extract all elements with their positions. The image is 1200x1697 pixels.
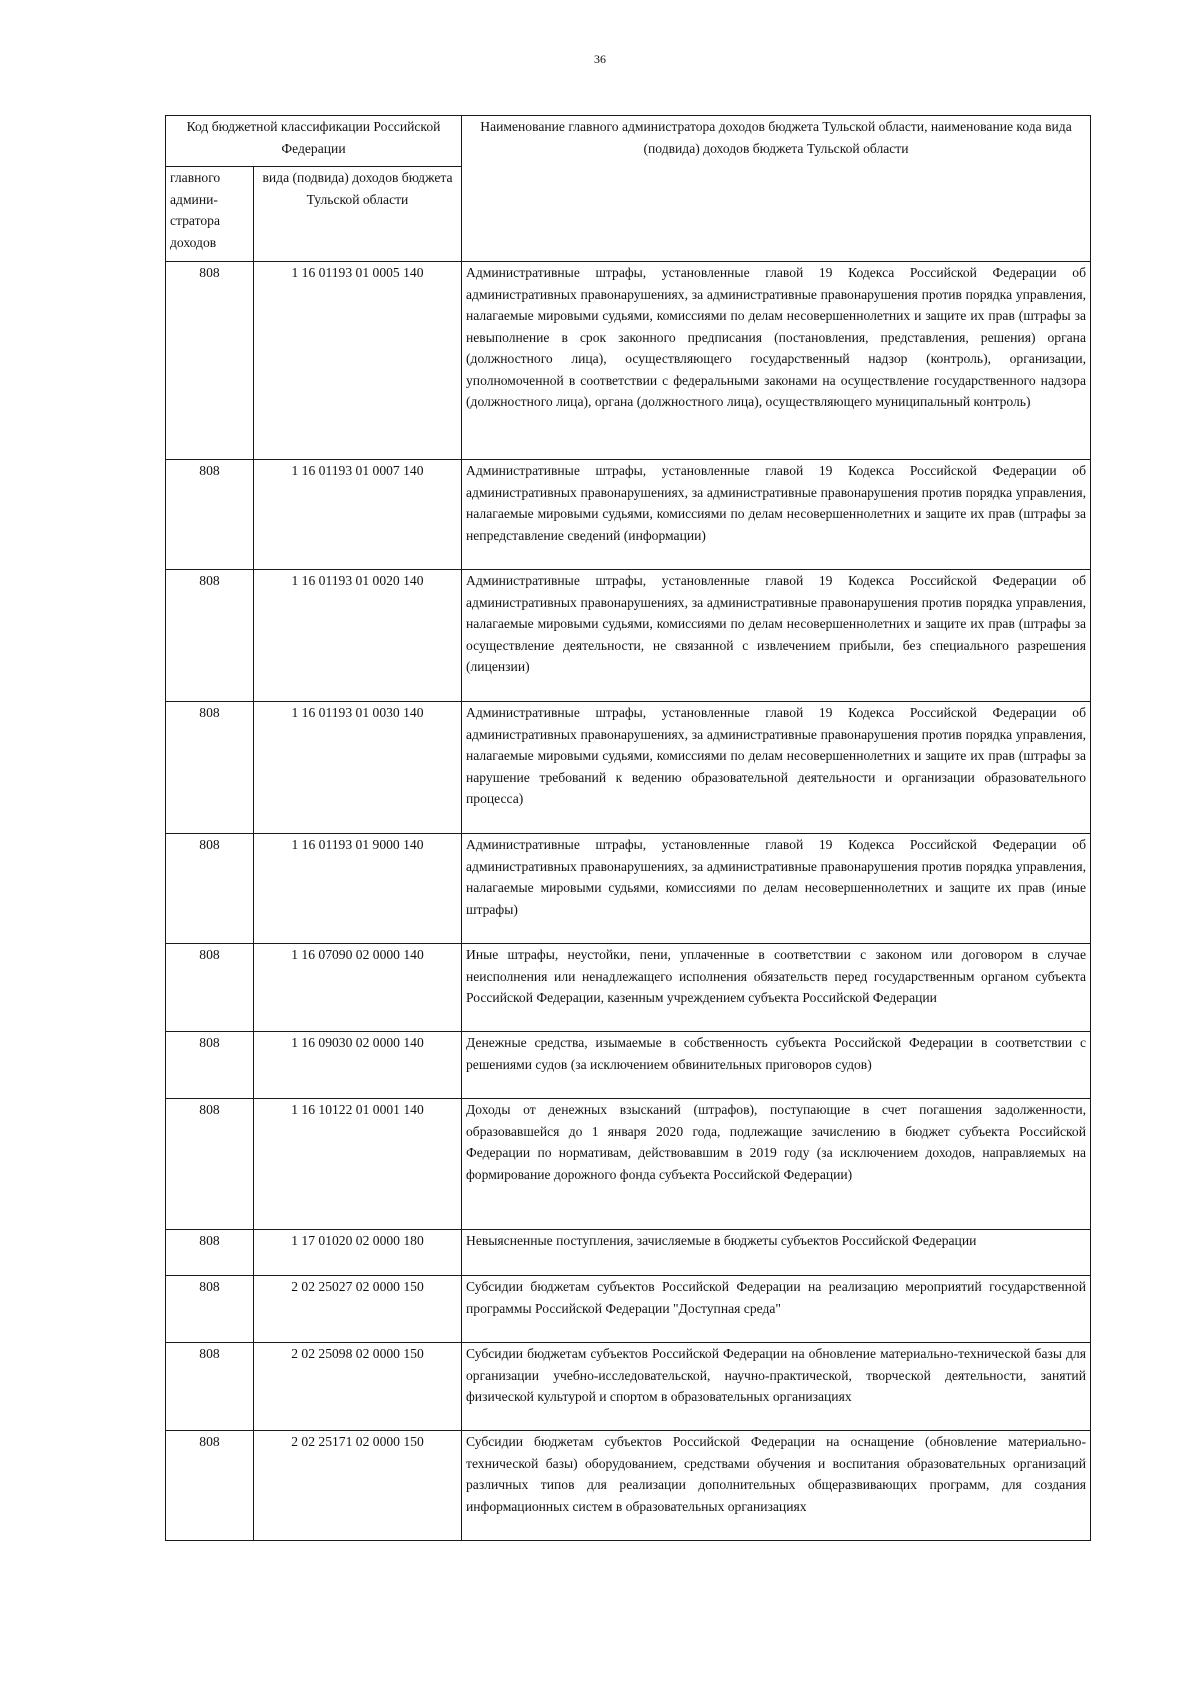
cell-revenue-name: Невыясненные поступления, зачисляемые в бюджеты субъектов Российской Федерации xyxy=(462,1230,1091,1276)
cell-revenue-code: 1 17 01020 02 0000 180 xyxy=(254,1230,462,1276)
table-body xyxy=(166,262,1091,1541)
table-row xyxy=(166,1032,1091,1099)
cell-admin-code: 808 xyxy=(166,702,254,834)
cell-revenue-name: Доходы от денежных взысканий (штрафов), поступающие в счет погашения задолженности, образовавшейся до 1 января 2020 года, подлежащие зачислению в бюджет субъекта Российской Федерации по нормативам, действовавшим в 2019 году (за исключением доходов, направляемых на формирование дорожного фонда субъекта Российской Федерации) xyxy=(462,1099,1091,1230)
cell-admin-code: 808 xyxy=(166,1230,254,1276)
cell-revenue-name: Административные штрафы, установленные главой 19 Кодекса Российской Федерации об административных правонарушениях, за административные правонарушения против порядка управления, налагаемые мировыми судьями, комиссиями по делам несовершеннолетних и защите их прав (штрафы за невыполнение в срок законного предписания (постановления, представления, решения) органа (должностного лица), осуществляющего государственный надзор (контроль), организации, уполномоченной в соответствии с федеральными законами на осуществление государственного надзора (должностного лица), органа (должностного лица), осуществляющего муниципальный контроль) xyxy=(462,262,1091,460)
table-row xyxy=(166,1230,1091,1276)
cell-revenue-code: 1 16 07090 02 0000 140 xyxy=(254,944,462,1032)
table-row xyxy=(166,570,1091,702)
header-administrator-name: Наименование главного администратора доходов бюджета Тульской области, наименование кода вида (подвида) доходов бюджета Тульской области xyxy=(462,116,1091,262)
table-header xyxy=(166,116,1091,262)
cell-revenue-code: 1 16 01193 01 9000 140 xyxy=(254,834,462,944)
cell-revenue-code: 1 16 01193 01 0020 140 xyxy=(254,570,462,702)
page-number: 36 xyxy=(594,52,606,66)
cell-revenue-code: 2 02 25171 02 0000 150 xyxy=(254,1431,462,1541)
cell-admin-code: 808 xyxy=(166,1032,254,1099)
cell-revenue-code: 1 16 10122 01 0001 140 xyxy=(254,1099,462,1230)
cell-revenue-name: Иные штрафы, неустойки, пени, уплаченные в соответствии с законом или договором в случае неисполнения или ненадлежащего исполнения обязательств перед государственным органом субъекта Российской Федерации, казенным учреждением субъекта Российской Федерации xyxy=(462,944,1091,1032)
table-row xyxy=(166,702,1091,834)
cell-revenue-code: 1 16 01193 01 0007 140 xyxy=(254,460,462,570)
cell-admin-code: 808 xyxy=(166,262,254,460)
table-row xyxy=(166,460,1091,570)
cell-revenue-name: Субсидии бюджетам субъектов Российской Федерации на реализацию мероприятий государственной программы Российской Федерации "Доступная среда" xyxy=(462,1276,1091,1343)
budget-classification-table xyxy=(165,115,1091,1541)
table-row xyxy=(166,1276,1091,1343)
cell-admin-code: 808 xyxy=(166,1099,254,1230)
cell-admin-code: 808 xyxy=(166,944,254,1032)
cell-admin-code: 808 xyxy=(166,1343,254,1431)
cell-revenue-name: Административные штрафы, установленные главой 19 Кодекса Российской Федерации об административных правонарушениях, за административные правонарушения против порядка управления, налагаемые мировыми судьями, комиссиями по делам несовершеннолетних и защите их прав (штрафы за осуществление деятельности, не связанной с извлечением прибыли, без специального разрешения (лицензии) xyxy=(462,570,1091,702)
cell-admin-code: 808 xyxy=(166,834,254,944)
table-row xyxy=(166,1343,1091,1431)
table-row xyxy=(166,1431,1091,1541)
table-row xyxy=(166,834,1091,944)
cell-revenue-name: Субсидии бюджетам субъектов Российской Федерации на оснащение (обновление материально-технической базы) оборудованием, средствами обучения и воспитания образовательных организаций различных типов для реализации дополнительных общеразвивающих программ, для создания информационных систем в образовательных организациях xyxy=(462,1431,1091,1541)
header-main-administrator: главного админи-стратора доходов xyxy=(166,167,254,262)
cell-revenue-code: 2 02 25098 02 0000 150 xyxy=(254,1343,462,1431)
table-row xyxy=(166,262,1091,460)
cell-revenue-code: 2 02 25027 02 0000 150 xyxy=(254,1276,462,1343)
cell-revenue-code: 1 16 01193 01 0005 140 xyxy=(254,262,462,460)
cell-revenue-name: Субсидии бюджетам субъектов Российской Федерации на обновление материально-технической базы для организации учебно-исследовательской, научно-практической, творческой деятельности, занятий физической культурой и спортом в образовательных организациях xyxy=(462,1343,1091,1431)
cell-admin-code: 808 xyxy=(166,1431,254,1541)
cell-revenue-code: 1 16 01193 01 0030 140 xyxy=(254,702,462,834)
table-row xyxy=(166,1099,1091,1230)
cell-admin-code: 808 xyxy=(166,570,254,702)
cell-revenue-name: Административные штрафы, установленные главой 19 Кодекса Российской Федерации об административных правонарушениях, за административные правонарушения против порядка управления, налагаемые мировыми судьями, комиссиями по делам несовершеннолетних и защите их прав (штрафы за нарушение требований к ведению образовательной деятельности и организации образовательного процесса) xyxy=(462,702,1091,834)
cell-revenue-name: Денежные средства, изымаемые в собственность субъекта Российской Федерации в соответствии с решениями судов (за исключением обвинительных приговоров судов) xyxy=(462,1032,1091,1099)
table-row xyxy=(166,944,1091,1032)
cell-revenue-name: Административные штрафы, установленные главой 19 Кодекса Российской Федерации об административных правонарушениях, за административные правонарушения против порядка управления, налагаемые мировыми судьями, комиссиями по делам несовершеннолетних и защите их прав (штрафы за непредставление сведений (информации) xyxy=(462,460,1091,570)
header-budget-classification-code: Код бюджетной классификации Российской Федерации xyxy=(166,116,462,167)
cell-revenue-name: Административные штрафы, установленные главой 19 Кодекса Российской Федерации об административных правонарушениях, за административные правонарушения против порядка управления, налагаемые мировыми судьями, комиссиями по делам несовершеннолетних и защите их прав (иные штрафы) xyxy=(462,834,1091,944)
header-revenue-type: вида (подвида) доходов бюджета Тульской области xyxy=(254,167,462,262)
cell-admin-code: 808 xyxy=(166,460,254,570)
cell-admin-code: 808 xyxy=(166,1276,254,1343)
cell-revenue-code: 1 16 09030 02 0000 140 xyxy=(254,1032,462,1099)
